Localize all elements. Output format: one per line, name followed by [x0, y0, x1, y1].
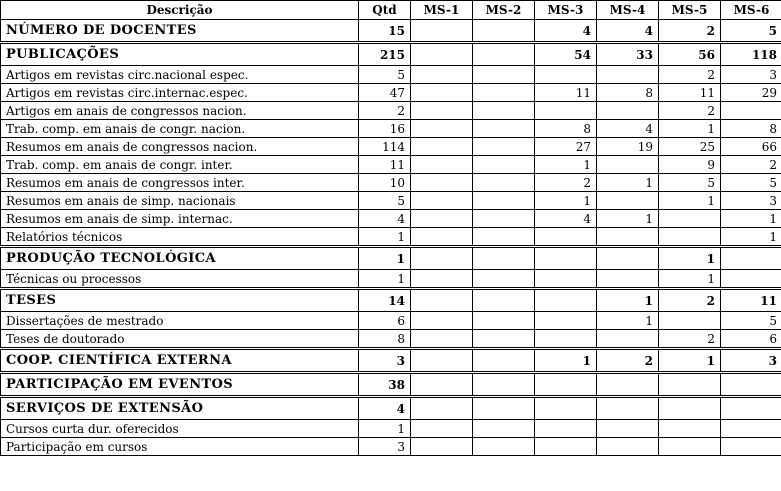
cell-ms-1 — [411, 138, 473, 156]
section-row — [1, 373, 781, 397]
cell-ms-1 — [411, 312, 473, 330]
cell-ms-5 — [659, 228, 721, 247]
cell-ms-3 — [535, 289, 597, 312]
cell-ms-5: 1 — [659, 349, 721, 373]
cell-ms-3: 4 — [535, 20, 597, 43]
cell-ms-1 — [411, 174, 473, 192]
cell-ms-6: 1 — [721, 228, 781, 247]
cell-ms-2 — [473, 312, 535, 330]
cell-ms-3 — [535, 438, 597, 456]
cell-ms-3: 54 — [535, 43, 597, 66]
cell-ms-6: 66 — [721, 138, 781, 156]
table-row — [1, 120, 781, 138]
cell-descricao: COOP. CIENTÍFICA EXTERNA — [1, 349, 359, 373]
cell-ms-1 — [411, 43, 473, 66]
table-row — [1, 138, 781, 156]
cell-ms-6: 5 — [721, 312, 781, 330]
cell-ms-4 — [597, 156, 659, 174]
table-row — [1, 66, 781, 84]
cell-ms-4 — [597, 330, 659, 349]
cell-descricao: Artigos em anais de congressos nacion. — [1, 102, 359, 120]
table-row — [1, 420, 781, 438]
cell-ms-2 — [473, 247, 535, 270]
cell-ms-1 — [411, 438, 473, 456]
cell-ms-6: 6 — [721, 330, 781, 349]
cell-qtd: 15 — [359, 20, 411, 43]
table-row — [1, 84, 781, 102]
cell-ms-3 — [535, 247, 597, 270]
cell-ms-1 — [411, 289, 473, 312]
cell-qtd: 11 — [359, 156, 411, 174]
cell-ms-6 — [721, 247, 781, 270]
cell-ms-3 — [535, 373, 597, 397]
cell-ms-2 — [473, 289, 535, 312]
cell-ms-2 — [473, 420, 535, 438]
cell-ms-2 — [473, 349, 535, 373]
cell-ms-3: 2 — [535, 174, 597, 192]
cell-ms-4 — [597, 192, 659, 210]
cell-ms-2 — [473, 330, 535, 349]
cell-ms-4: 4 — [597, 20, 659, 43]
cell-ms-3 — [535, 270, 597, 289]
cell-ms-2 — [473, 66, 535, 84]
cell-descricao: Dissertações de mestrado — [1, 312, 359, 330]
cell-ms-6 — [721, 420, 781, 438]
cell-ms-4 — [597, 247, 659, 270]
cell-ms-2 — [473, 397, 535, 420]
table-row — [1, 312, 781, 330]
cell-ms-6: 2 — [721, 156, 781, 174]
cell-ms-5 — [659, 312, 721, 330]
cell-ms-5 — [659, 210, 721, 228]
cell-ms-5: 1 — [659, 120, 721, 138]
table-row — [1, 102, 781, 120]
cell-ms-3: 1 — [535, 156, 597, 174]
cell-ms-5: 56 — [659, 43, 721, 66]
cell-ms-1 — [411, 228, 473, 247]
cell-ms-3 — [535, 330, 597, 349]
cell-qtd: 8 — [359, 330, 411, 349]
cell-qtd: 4 — [359, 210, 411, 228]
cell-ms-6: 5 — [721, 20, 781, 43]
cell-ms-2 — [473, 438, 535, 456]
cell-ms-3 — [535, 228, 597, 247]
header-ms-2: MS-2 — [473, 1, 535, 20]
cell-ms-2 — [473, 120, 535, 138]
cell-ms-5: 2 — [659, 20, 721, 43]
header-ms-5: MS-5 — [659, 1, 721, 20]
cell-qtd: 2 — [359, 102, 411, 120]
cell-descricao: Técnicas ou processos — [1, 270, 359, 289]
table-row — [1, 210, 781, 228]
cell-ms-6 — [721, 438, 781, 456]
cell-ms-4: 1 — [597, 312, 659, 330]
cell-ms-3 — [535, 66, 597, 84]
cell-ms-2 — [473, 373, 535, 397]
cell-ms-4: 19 — [597, 138, 659, 156]
cell-ms-6: 29 — [721, 84, 781, 102]
cell-ms-5 — [659, 373, 721, 397]
table-row — [1, 330, 781, 349]
cell-ms-2 — [473, 270, 535, 289]
cell-descricao: Resumos em anais de congressos nacion. — [1, 138, 359, 156]
cell-ms-1 — [411, 192, 473, 210]
cell-descricao: SERVIÇOS DE EXTENSÃO — [1, 397, 359, 420]
header-ms-4: MS-4 — [597, 1, 659, 20]
cell-ms-1 — [411, 156, 473, 174]
cell-ms-1 — [411, 102, 473, 120]
cell-ms-1 — [411, 84, 473, 102]
cell-qtd: 4 — [359, 397, 411, 420]
cell-ms-4 — [597, 102, 659, 120]
cell-descricao: Artigos em revistas circ.internac.espec. — [1, 84, 359, 102]
cell-ms-6: 118 — [721, 43, 781, 66]
header-qtd: Qtd — [359, 1, 411, 20]
cell-ms-3: 4 — [535, 210, 597, 228]
cell-ms-6: 1 — [721, 210, 781, 228]
cell-ms-3 — [535, 102, 597, 120]
cell-ms-1 — [411, 20, 473, 43]
cell-ms-4: 4 — [597, 120, 659, 138]
cell-ms-4 — [597, 420, 659, 438]
cell-ms-5: 2 — [659, 289, 721, 312]
cell-ms-4 — [597, 270, 659, 289]
cell-ms-4 — [597, 397, 659, 420]
cell-ms-5: 2 — [659, 330, 721, 349]
section-row — [1, 20, 781, 43]
header-ms-1: MS-1 — [411, 1, 473, 20]
cell-ms-6: 11 — [721, 289, 781, 312]
cell-ms-6: 3 — [721, 192, 781, 210]
header-row — [1, 1, 781, 20]
cell-qtd: 1 — [359, 247, 411, 270]
cell-descricao: Trab. comp. em anais de congr. nacion. — [1, 120, 359, 138]
table-row — [1, 270, 781, 289]
cell-ms-2 — [473, 20, 535, 43]
cell-descricao: PRODUÇÃO TECNOLÓGICA — [1, 247, 359, 270]
cell-descricao: Resumos em anais de congressos inter. — [1, 174, 359, 192]
cell-descricao: TESES — [1, 289, 359, 312]
cell-descricao: Artigos em revistas circ.nacional espec. — [1, 66, 359, 84]
cell-qtd: 10 — [359, 174, 411, 192]
cell-ms-4: 1 — [597, 210, 659, 228]
cell-qtd: 1 — [359, 228, 411, 247]
cell-ms-4: 1 — [597, 174, 659, 192]
cell-ms-1 — [411, 66, 473, 84]
cell-ms-4: 2 — [597, 349, 659, 373]
cell-qtd: 3 — [359, 438, 411, 456]
cell-ms-3: 1 — [535, 349, 597, 373]
cell-ms-3: 1 — [535, 192, 597, 210]
cell-descricao: NÚMERO DE DOCENTES — [1, 20, 359, 43]
cell-ms-4 — [597, 228, 659, 247]
cell-descricao: Resumos em anais de simp. internac. — [1, 210, 359, 228]
cell-ms-5: 1 — [659, 247, 721, 270]
cell-descricao: PARTICIPAÇÃO EM EVENTOS — [1, 373, 359, 397]
cell-ms-2 — [473, 102, 535, 120]
cell-ms-6 — [721, 373, 781, 397]
cell-qtd: 5 — [359, 66, 411, 84]
cell-qtd: 38 — [359, 373, 411, 397]
cell-ms-5 — [659, 420, 721, 438]
cell-ms-4: 1 — [597, 289, 659, 312]
cell-ms-1 — [411, 420, 473, 438]
cell-ms-2 — [473, 174, 535, 192]
header-ms-3: MS-3 — [535, 1, 597, 20]
cell-ms-2 — [473, 210, 535, 228]
cell-ms-6: 3 — [721, 66, 781, 84]
cell-descricao: Relatórios técnicos — [1, 228, 359, 247]
cell-ms-3 — [535, 420, 597, 438]
cell-ms-1 — [411, 373, 473, 397]
cell-descricao: PUBLICAÇÕES — [1, 43, 359, 66]
cell-ms-2 — [473, 192, 535, 210]
cell-ms-5: 9 — [659, 156, 721, 174]
table-row — [1, 438, 781, 456]
cell-ms-3: 27 — [535, 138, 597, 156]
cell-ms-2 — [473, 43, 535, 66]
cell-ms-5: 1 — [659, 192, 721, 210]
cell-qtd: 6 — [359, 312, 411, 330]
cell-ms-5: 2 — [659, 66, 721, 84]
cell-ms-3: 8 — [535, 120, 597, 138]
cell-ms-1 — [411, 247, 473, 270]
section-row — [1, 349, 781, 373]
cell-descricao: Resumos em anais de simp. nacionais — [1, 192, 359, 210]
table-body — [1, 20, 781, 456]
cell-ms-4: 8 — [597, 84, 659, 102]
cell-qtd: 114 — [359, 138, 411, 156]
cell-ms-2 — [473, 84, 535, 102]
cell-qtd: 14 — [359, 289, 411, 312]
cell-ms-6 — [721, 102, 781, 120]
cell-ms-5: 5 — [659, 174, 721, 192]
cell-qtd: 5 — [359, 192, 411, 210]
cell-ms-1 — [411, 270, 473, 289]
cell-ms-5: 1 — [659, 270, 721, 289]
cell-ms-5: 11 — [659, 84, 721, 102]
cell-qtd: 47 — [359, 84, 411, 102]
header-descricao: Descrição — [1, 1, 359, 20]
section-row — [1, 247, 781, 270]
cell-ms-3: 11 — [535, 84, 597, 102]
cell-ms-4: 33 — [597, 43, 659, 66]
cell-qtd: 215 — [359, 43, 411, 66]
cell-ms-5 — [659, 438, 721, 456]
cell-ms-1 — [411, 397, 473, 420]
cell-ms-6 — [721, 397, 781, 420]
section-row — [1, 289, 781, 312]
cell-ms-4 — [597, 373, 659, 397]
cell-ms-4 — [597, 438, 659, 456]
table-row — [1, 228, 781, 247]
cell-qtd: 1 — [359, 270, 411, 289]
cell-ms-1 — [411, 210, 473, 228]
cell-qtd: 16 — [359, 120, 411, 138]
section-row — [1, 397, 781, 420]
cell-ms-5 — [659, 397, 721, 420]
cell-ms-6: 8 — [721, 120, 781, 138]
section-row — [1, 43, 781, 66]
cell-descricao: Cursos curta dur. oferecidos — [1, 420, 359, 438]
table-row — [1, 174, 781, 192]
cell-ms-3 — [535, 397, 597, 420]
cell-ms-1 — [411, 349, 473, 373]
cell-descricao: Participação em cursos — [1, 438, 359, 456]
cell-qtd: 3 — [359, 349, 411, 373]
cell-ms-6: 3 — [721, 349, 781, 373]
table-row — [1, 192, 781, 210]
cell-ms-6 — [721, 270, 781, 289]
cell-descricao: Teses de doutorado — [1, 330, 359, 349]
cell-ms-2 — [473, 138, 535, 156]
header-ms-6: MS-6 — [721, 1, 781, 20]
cell-ms-2 — [473, 156, 535, 174]
cell-ms-6: 5 — [721, 174, 781, 192]
cell-ms-1 — [411, 120, 473, 138]
cell-ms-2 — [473, 228, 535, 247]
cell-ms-3 — [535, 312, 597, 330]
cell-ms-5: 2 — [659, 102, 721, 120]
cell-qtd: 1 — [359, 420, 411, 438]
cell-ms-1 — [411, 330, 473, 349]
table-row — [1, 156, 781, 174]
cell-descricao: Trab. comp. em anais de congr. inter. — [1, 156, 359, 174]
cell-ms-5: 25 — [659, 138, 721, 156]
cell-ms-4 — [597, 66, 659, 84]
